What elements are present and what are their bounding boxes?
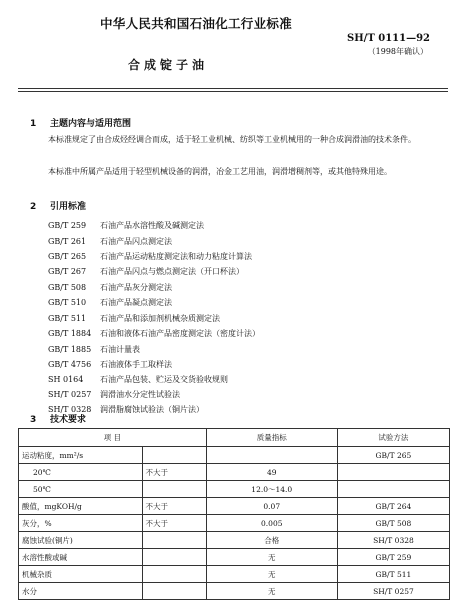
table-cell — [142, 566, 206, 583]
header-rule-top — [18, 88, 448, 89]
reference-item — [48, 266, 244, 277]
table-cell: 0.07 — [206, 498, 337, 515]
reference-title: 石油产品水溶性酸及碱测定法 — [100, 221, 204, 230]
standard-title: 中华人民共和国石油化工行业标准 — [100, 16, 293, 31]
reference-code: GB/T 1884 — [48, 329, 92, 338]
table-row — [19, 549, 450, 566]
table-cell: 不大于 — [142, 464, 206, 481]
table-row — [19, 481, 450, 498]
reference-title: 石油计量表 — [100, 345, 140, 354]
table-cell: 0.005 — [206, 515, 337, 532]
section-1-number: 1 — [30, 119, 37, 129]
reference-code: GB/T 259 — [48, 221, 87, 230]
table-cell — [142, 532, 206, 549]
table-cell — [142, 549, 206, 566]
reference-title: 石油产品闪点与燃点测定法（开口杯法） — [100, 267, 244, 276]
table-cell: 不大于 — [142, 515, 206, 532]
section-3-title: 技术要求 — [50, 415, 87, 425]
product-title: 合成锭子油 — [128, 58, 209, 72]
reference-code: GB/T 267 — [48, 267, 87, 276]
reference-code: GB/T 265 — [48, 252, 87, 261]
reference-code: GB/T 1885 — [48, 345, 92, 354]
reference-title: 石油产品和添加剂机械杂质测定法 — [100, 314, 220, 323]
reference-code: SH/T 0328 — [48, 405, 92, 414]
table-cell: 无 — [206, 583, 337, 600]
reference-title: 石油产品灰分测定法 — [100, 283, 172, 292]
reference-code: GB/T 261 — [48, 237, 87, 246]
reference-code: GB/T 508 — [48, 283, 87, 292]
table-cell: 20℃ — [19, 464, 143, 481]
reference-item — [48, 374, 228, 385]
table-header-method: 试验方法 — [337, 429, 449, 447]
table-cell: 机械杂质 — [19, 566, 143, 583]
reference-code: GB/T 510 — [48, 298, 87, 307]
table-row — [19, 532, 450, 549]
section-2-number: 2 — [30, 202, 37, 212]
reference-title: 润滑脂腐蚀试验法（铜片法） — [100, 405, 204, 414]
table-cell: 50℃ — [19, 481, 143, 498]
reference-code: GB/T 511 — [48, 314, 87, 323]
table-cell: 合格 — [206, 532, 337, 549]
reference-title: 石油产品运动粘度测定法和动力粘度计算法 — [100, 252, 252, 261]
table-cell: 不大于 — [142, 498, 206, 515]
reference-title: 润滑油水分定性试验法 — [100, 390, 180, 399]
reference-title: 石油液体手工取样法 — [100, 360, 172, 369]
table-row — [19, 498, 450, 515]
table-cell: GB/T 508 — [337, 515, 449, 532]
table-header-item: 项 目 — [19, 429, 207, 447]
table-cell: GB/T 511 — [337, 566, 449, 583]
reference-code: SH 0164 — [48, 375, 84, 384]
table-cell — [337, 464, 449, 481]
table-row — [19, 464, 450, 481]
table-cell: 水分 — [19, 583, 143, 600]
reference-item — [48, 313, 220, 324]
reference-code: SH/T 0257 — [48, 390, 92, 399]
table-cell: GB/T 259 — [337, 549, 449, 566]
section-3-heading — [30, 412, 86, 425]
section-1-title: 主题内容与适用范围 — [50, 119, 132, 129]
table-cell: 灰分，% — [19, 515, 143, 532]
table-cell — [142, 583, 206, 600]
reference-item — [48, 359, 172, 370]
table-cell: SH/T 0328 — [337, 532, 449, 549]
reference-item — [48, 389, 180, 400]
table-cell: 酸值，mgKOH/g — [19, 498, 143, 515]
section-2-heading — [30, 199, 86, 212]
table-row — [19, 515, 450, 532]
revision-note: （1998年确认） — [367, 47, 428, 56]
reference-title: 石油产品闪点测定法 — [100, 237, 172, 246]
reference-item — [48, 282, 172, 293]
table-cell — [142, 481, 206, 498]
reference-item — [48, 297, 172, 308]
reference-item — [48, 236, 172, 247]
section-1-paragraph-2: 本标准中所属产品适用于轻型机械设备的润滑，冶金工艺用油，润滑增稠剂等，或其他特殊用途。 — [48, 167, 392, 176]
table-cell: 无 — [206, 549, 337, 566]
section-1-heading — [30, 116, 131, 129]
table-row — [19, 566, 450, 583]
section-1-paragraph-1: 本标准规定了由合成烃经调合而成，适于轻工业机械、纺织等工业机械用的一种合成润滑油的技术条件。 — [48, 135, 416, 144]
reference-title: 石油和液体石油产品密度测定法（密度计法） — [100, 329, 260, 338]
reference-item — [48, 220, 204, 231]
table-row — [19, 447, 450, 464]
table-cell: GB/T 264 — [337, 498, 449, 515]
section-2-title: 引用标准 — [50, 202, 87, 212]
reference-title: 石油产品凝点测定法 — [100, 298, 172, 307]
reference-code: GB/T 4756 — [48, 360, 92, 369]
table-header-quality: 质量指标 — [206, 429, 337, 447]
table-cell: 49 — [206, 464, 337, 481]
technical-requirements-table — [18, 428, 450, 600]
table-cell — [337, 481, 449, 498]
table-cell — [206, 447, 337, 464]
reference-title: 石油产品包装、贮运及交货验收规则 — [100, 375, 228, 384]
table-cell: GB/T 265 — [337, 447, 449, 464]
table-cell: 12.0～14.0 — [206, 481, 337, 498]
table-cell: 运动粘度，mm²/s — [19, 447, 143, 464]
section-3-number: 3 — [30, 415, 37, 425]
reference-item — [48, 251, 252, 262]
header-rule-bottom — [18, 91, 448, 92]
table-cell: 无 — [206, 566, 337, 583]
table-cell: 腐蚀试验(铜片) — [19, 532, 143, 549]
table-cell: SH/T 0257 — [337, 583, 449, 600]
reference-item — [48, 328, 260, 339]
reference-item — [48, 344, 140, 355]
table-cell — [142, 447, 206, 464]
table-header-row — [19, 429, 450, 447]
document-number: SH/T 0111—92 — [347, 33, 430, 44]
table-cell: 水溶性酸或碱 — [19, 549, 143, 566]
table-row — [19, 583, 450, 600]
